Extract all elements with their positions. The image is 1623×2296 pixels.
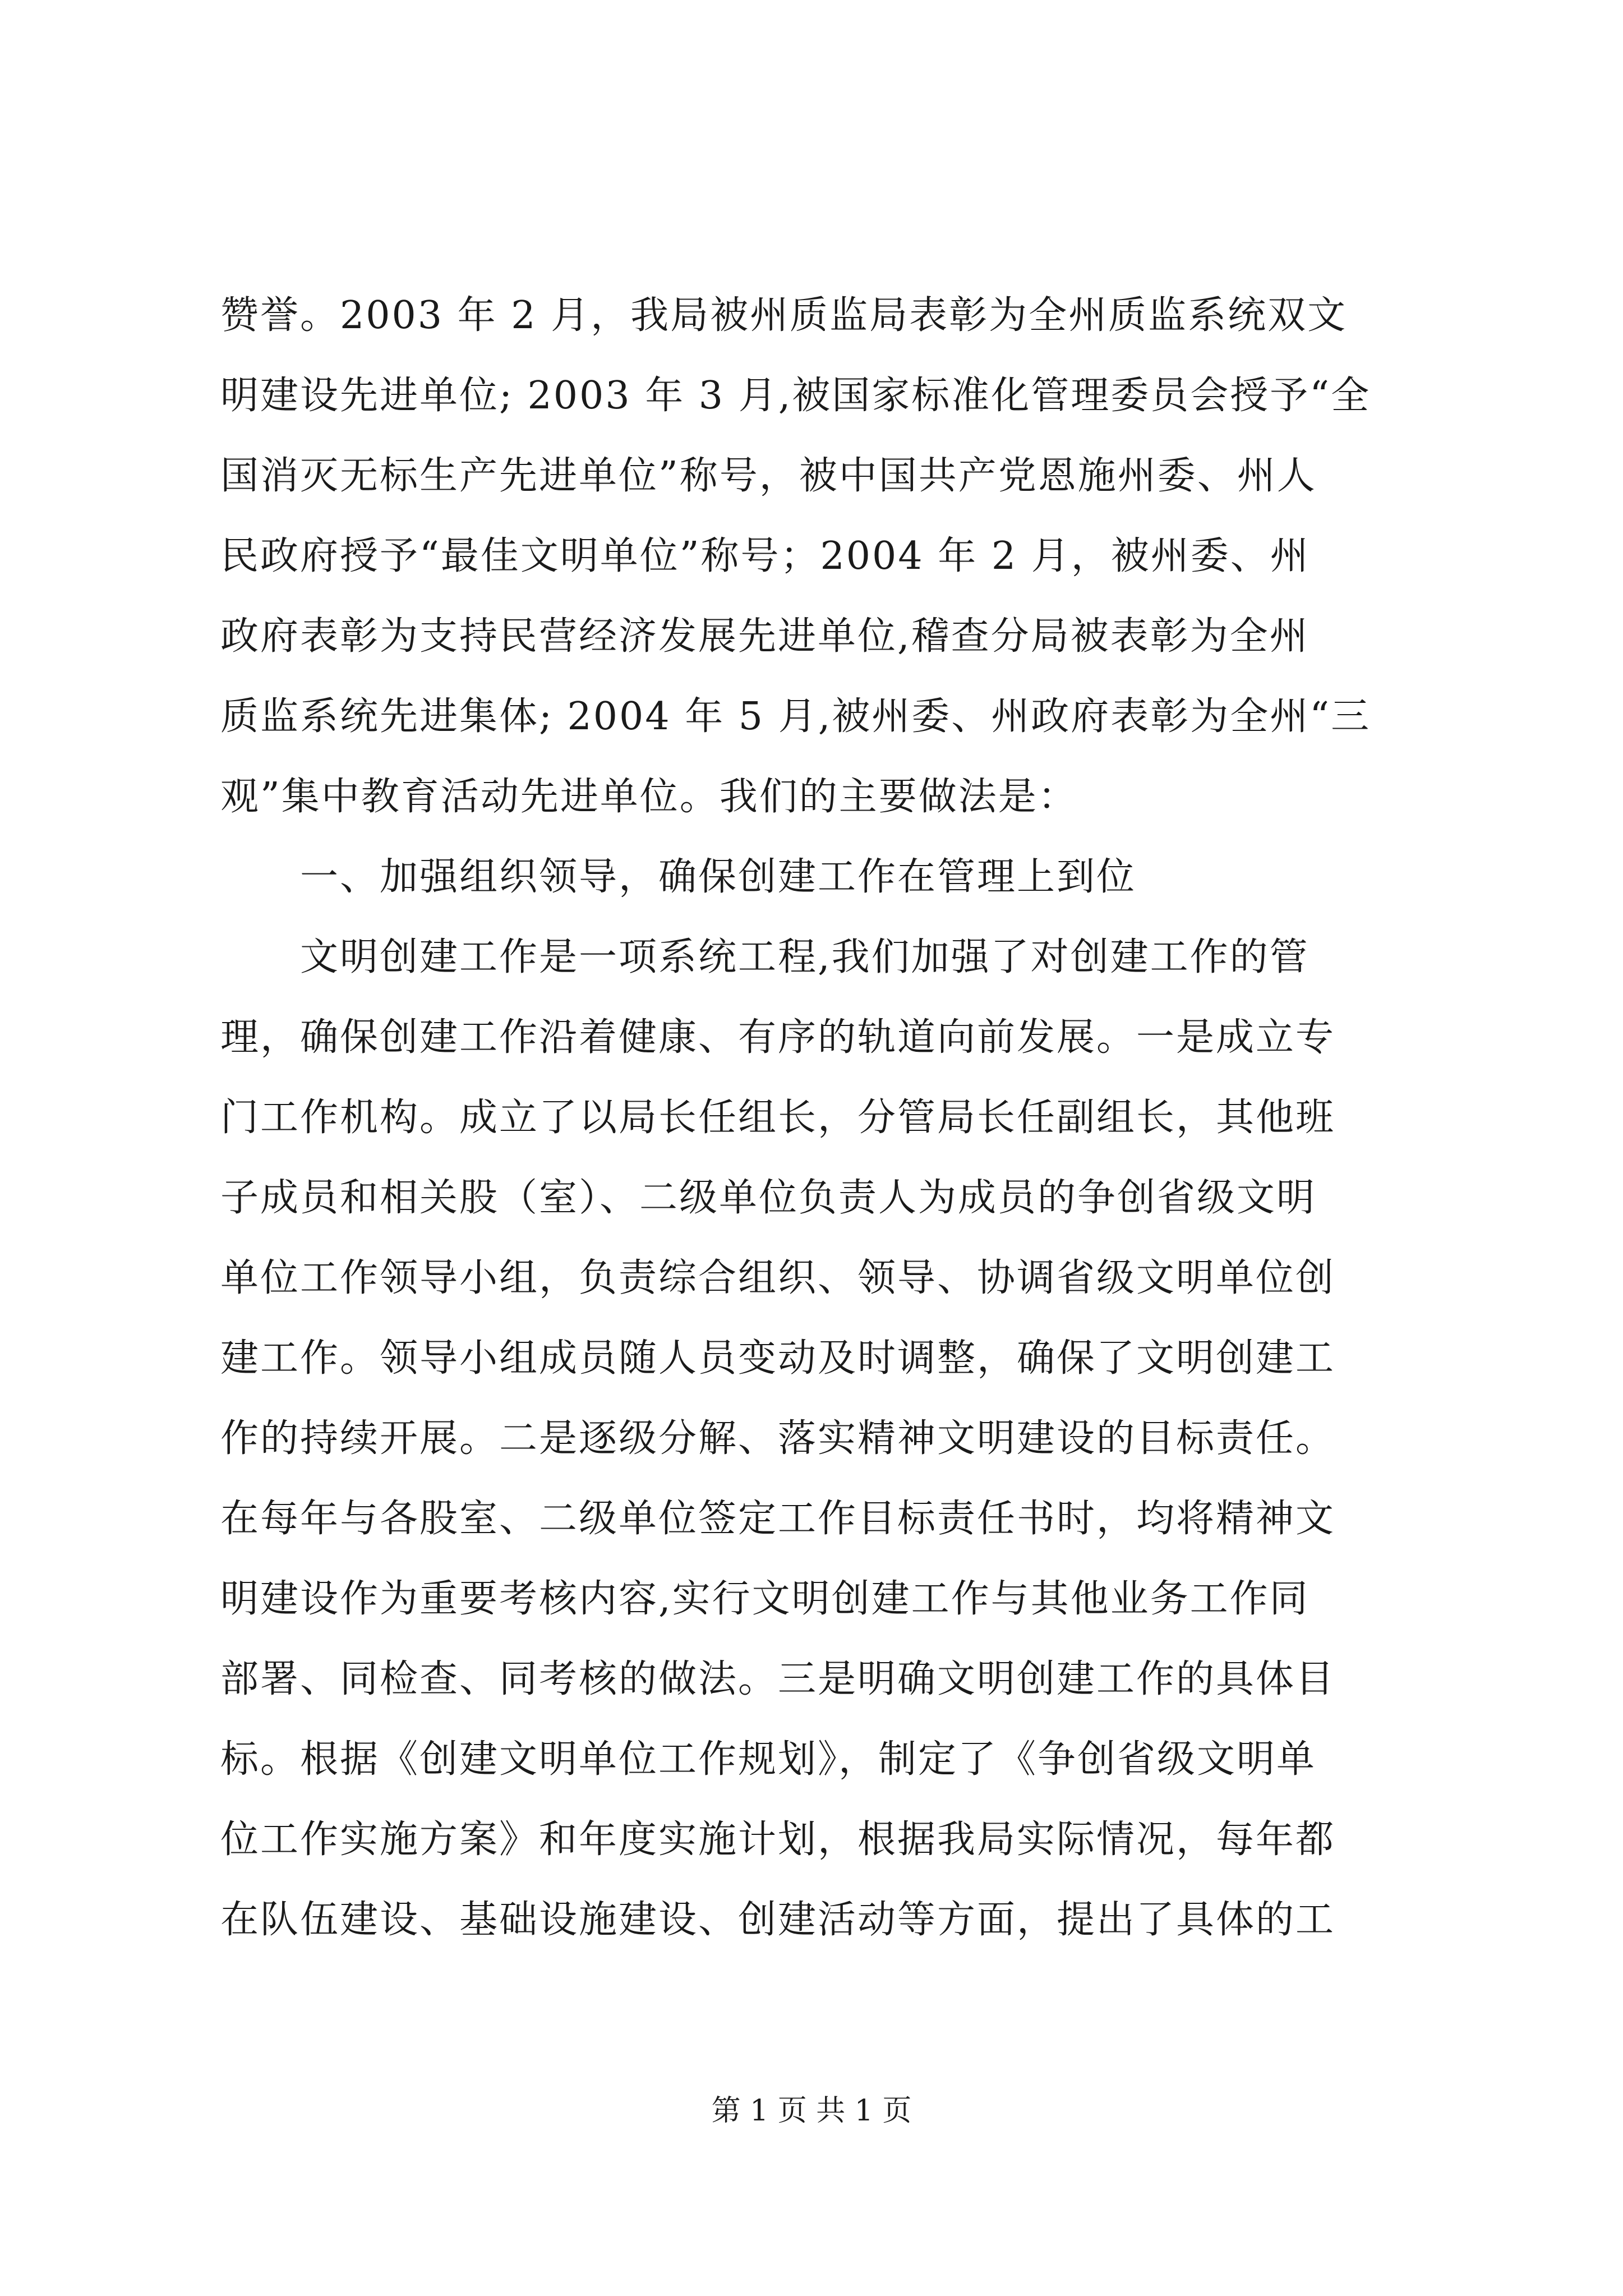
- body-text-line: 单位工作领导小组，负责综合组织、领导、协调省级文明单位创: [220, 1256, 1336, 1300]
- body-text-line: 在队伍建设、基础设施建设、创建活动等方面，提出了具体的工: [220, 1898, 1336, 1942]
- body-text-line: 部署、同检查、同考核的做法。三是明确文明创建工作的具体目: [220, 1657, 1336, 1701]
- body-text-line: 标。根据《创建文明单位工作规划》，制定了《争创省级文明单: [220, 1737, 1317, 1782]
- body-text-line: 子成员和相关股（室）、二级单位负责人为成员的争创省级文明: [220, 1176, 1317, 1220]
- body-text-line: 明建设作为重要考核内容,实行文明创建工作与其他业务工作同: [220, 1577, 1310, 1621]
- body-text-line: 政府表彰为支持民营经济发展先进单位,稽查分局被表彰为全州: [220, 614, 1310, 659]
- body-text-line: 民政府授予“最佳文明单位”称号；2004 年 2 月，被州委、州: [220, 534, 1310, 578]
- body-text-line: 明建设先进单位; 2003 年 3 月,被国家标准化管理委员会授予“全: [220, 374, 1371, 418]
- section-heading: 一、加强组织领导，确保创建工作在管理上到位: [220, 855, 1137, 899]
- body-text-line: 作的持续开展。二是逐级分解、落实精神文明建设的目标责任。: [220, 1416, 1336, 1461]
- body-text-line: 在每年与各股室、二级单位签定工作目标责任书时，均将精神文: [220, 1497, 1336, 1541]
- body-text-line: 位工作实施方案》和年度实施计划，根据我局实际情况，每年都: [220, 1818, 1336, 1862]
- body-text-line: 门工作机构。成立了以局长任组长，分管局长任副组长，其他班: [220, 1096, 1336, 1140]
- body-text-line: 文明创建工作是一项系统工程,我们加强了对创建工作的管: [220, 935, 1310, 979]
- body-text-line: 观”集中教育活动先进单位。我们的主要做法是：: [220, 775, 1078, 819]
- body-text-line: 赞誉。2003 年 2 月，我局被州质监局表彰为全州质监系统双文: [220, 293, 1348, 338]
- body-text-line: 建工作。领导小组成员随人员变动及时调整，确保了文明创建工: [220, 1336, 1336, 1381]
- page-footer: 第 1 页 共 1 页: [711, 2094, 912, 2128]
- body-text-line: 理，确保创建工作沿着健康、有序的轨道向前发展。一是成立专: [220, 1015, 1336, 1060]
- body-text-line: 质监系统先进集体; 2004 年 5 月,被州委、州政府表彰为全州“三: [220, 694, 1371, 739]
- body-text-line: 国消灭无标生产先进单位”称号，被中国共产党恩施州委、州人: [220, 454, 1317, 498]
